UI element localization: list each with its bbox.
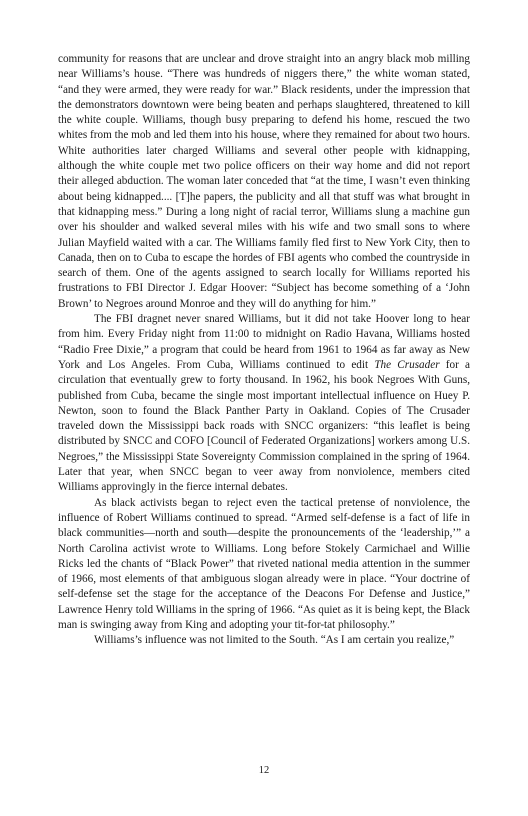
paragraph-1-text: community for reasons that are unclear and drove straight into an angry black mob milling near Williams’s house. “There was hundreds of niggers there,” the white woman stated, “and they were armed, they were ready for war.” Black residents, under the impression that the demonstrators downtown were being beaten and perhaps slaughtered, threatened to kill the white couple. Williams, though busy preparing to defend his home, rescued the two whites from the mob and led them into his house, where they remained for about two hours. White authorities later charged Williams and several other people with kidnapping, although the white couple met two police officers on their way home and did not report their alleged abduction. The woman later conceded that “at the time, I wasn’t even thinking about being kidnapped.... [T]he papers, the publicity and all that stuff was what brought in that kidnapping mess.” During a long night of racial terror, Williams slung a machine gun over his shoulder and walked several miles with his wife and two small sons to where Julian Mayfield waited with a car. The Williams family fled first to New York City, then to Canada, then on to Cuba to escape the hordes of FBI agents who combed the countryside in search of them. One of the agents assigned to search locally for Williams reported his frustrations to FBI Director J. Edgar Hoover: “Subject has become something of a ‘John Brown’ to Negroes around Monroe and they will do anything for him.”: [58, 53, 470, 310]
body-text: [58, 52, 470, 649]
paragraph-2-text-a: The FBI dragnet never snared Williams, but it did not take Hoover long to hear from him. Every Friday night from 11:00 to midnight on Radio Havana, Williams hosted “Radio Free Dixie,” a program that could be heard from 1961 to 1964 as far away as New York and Los Angeles. From Cuba, Williams continued to edit: [58, 313, 470, 371]
paragraph-3-text: As black activists began to reject even the tactical pretense of nonviolence, the influence of Robert Williams continued to spread. “Armed self-defense is a fact of life in black communities—north and south—despite the pronouncements of the ‘leadership,’” a North Carolina activist wrote to Williams. Long before Stokely Carmichael and Willie Ricks led the chants of “Black Power” that riveted national media attention in the summer of 1966, most elements of that ambiguous slogan already were in place. “Your doctrine of self-defense set the stage for the acceptance of the Deacons For Defense and Justice,” Lawrence Henry told Williams in the spring of 1966. “As quiet as it is being kept, the Black man is swinging away from King and adopting your tit-for-tat philosophy.”: [58, 496, 470, 631]
publication-title-italic: The Crusader: [374, 358, 440, 371]
paragraph-2: [58, 312, 470, 496]
paragraph-4-text: Williams’s influence was not limited to the South. “As I am certain you realize,”: [94, 634, 455, 647]
paragraph-4: [58, 633, 470, 648]
paragraph-3: [58, 496, 470, 634]
paragraph-1: [58, 52, 470, 312]
page-number: 12: [258, 765, 270, 776]
paragraph-2-text-b: for a circulation that eventually grew to forty thousand. In 1962, his book Negroes With Guns, published from Cuba, became the single most important intellectual influence on Huey P. Newton, soon to found the Black Panther Party in Oakland. Copies of The Crusader traveled down the Mississippi back roads with SNCC organizers: “this leaflet is being distributed by SNCC and COFO [Council of Federated Organizations] workers among U.S. Negroes,” the Mississippi State Sovereignty Commission complained in the spring of 1964. Later that year, when SNCC began to veer away from nonviolence, members cited Williams approvingly in the fierce internal debates.: [58, 358, 470, 494]
